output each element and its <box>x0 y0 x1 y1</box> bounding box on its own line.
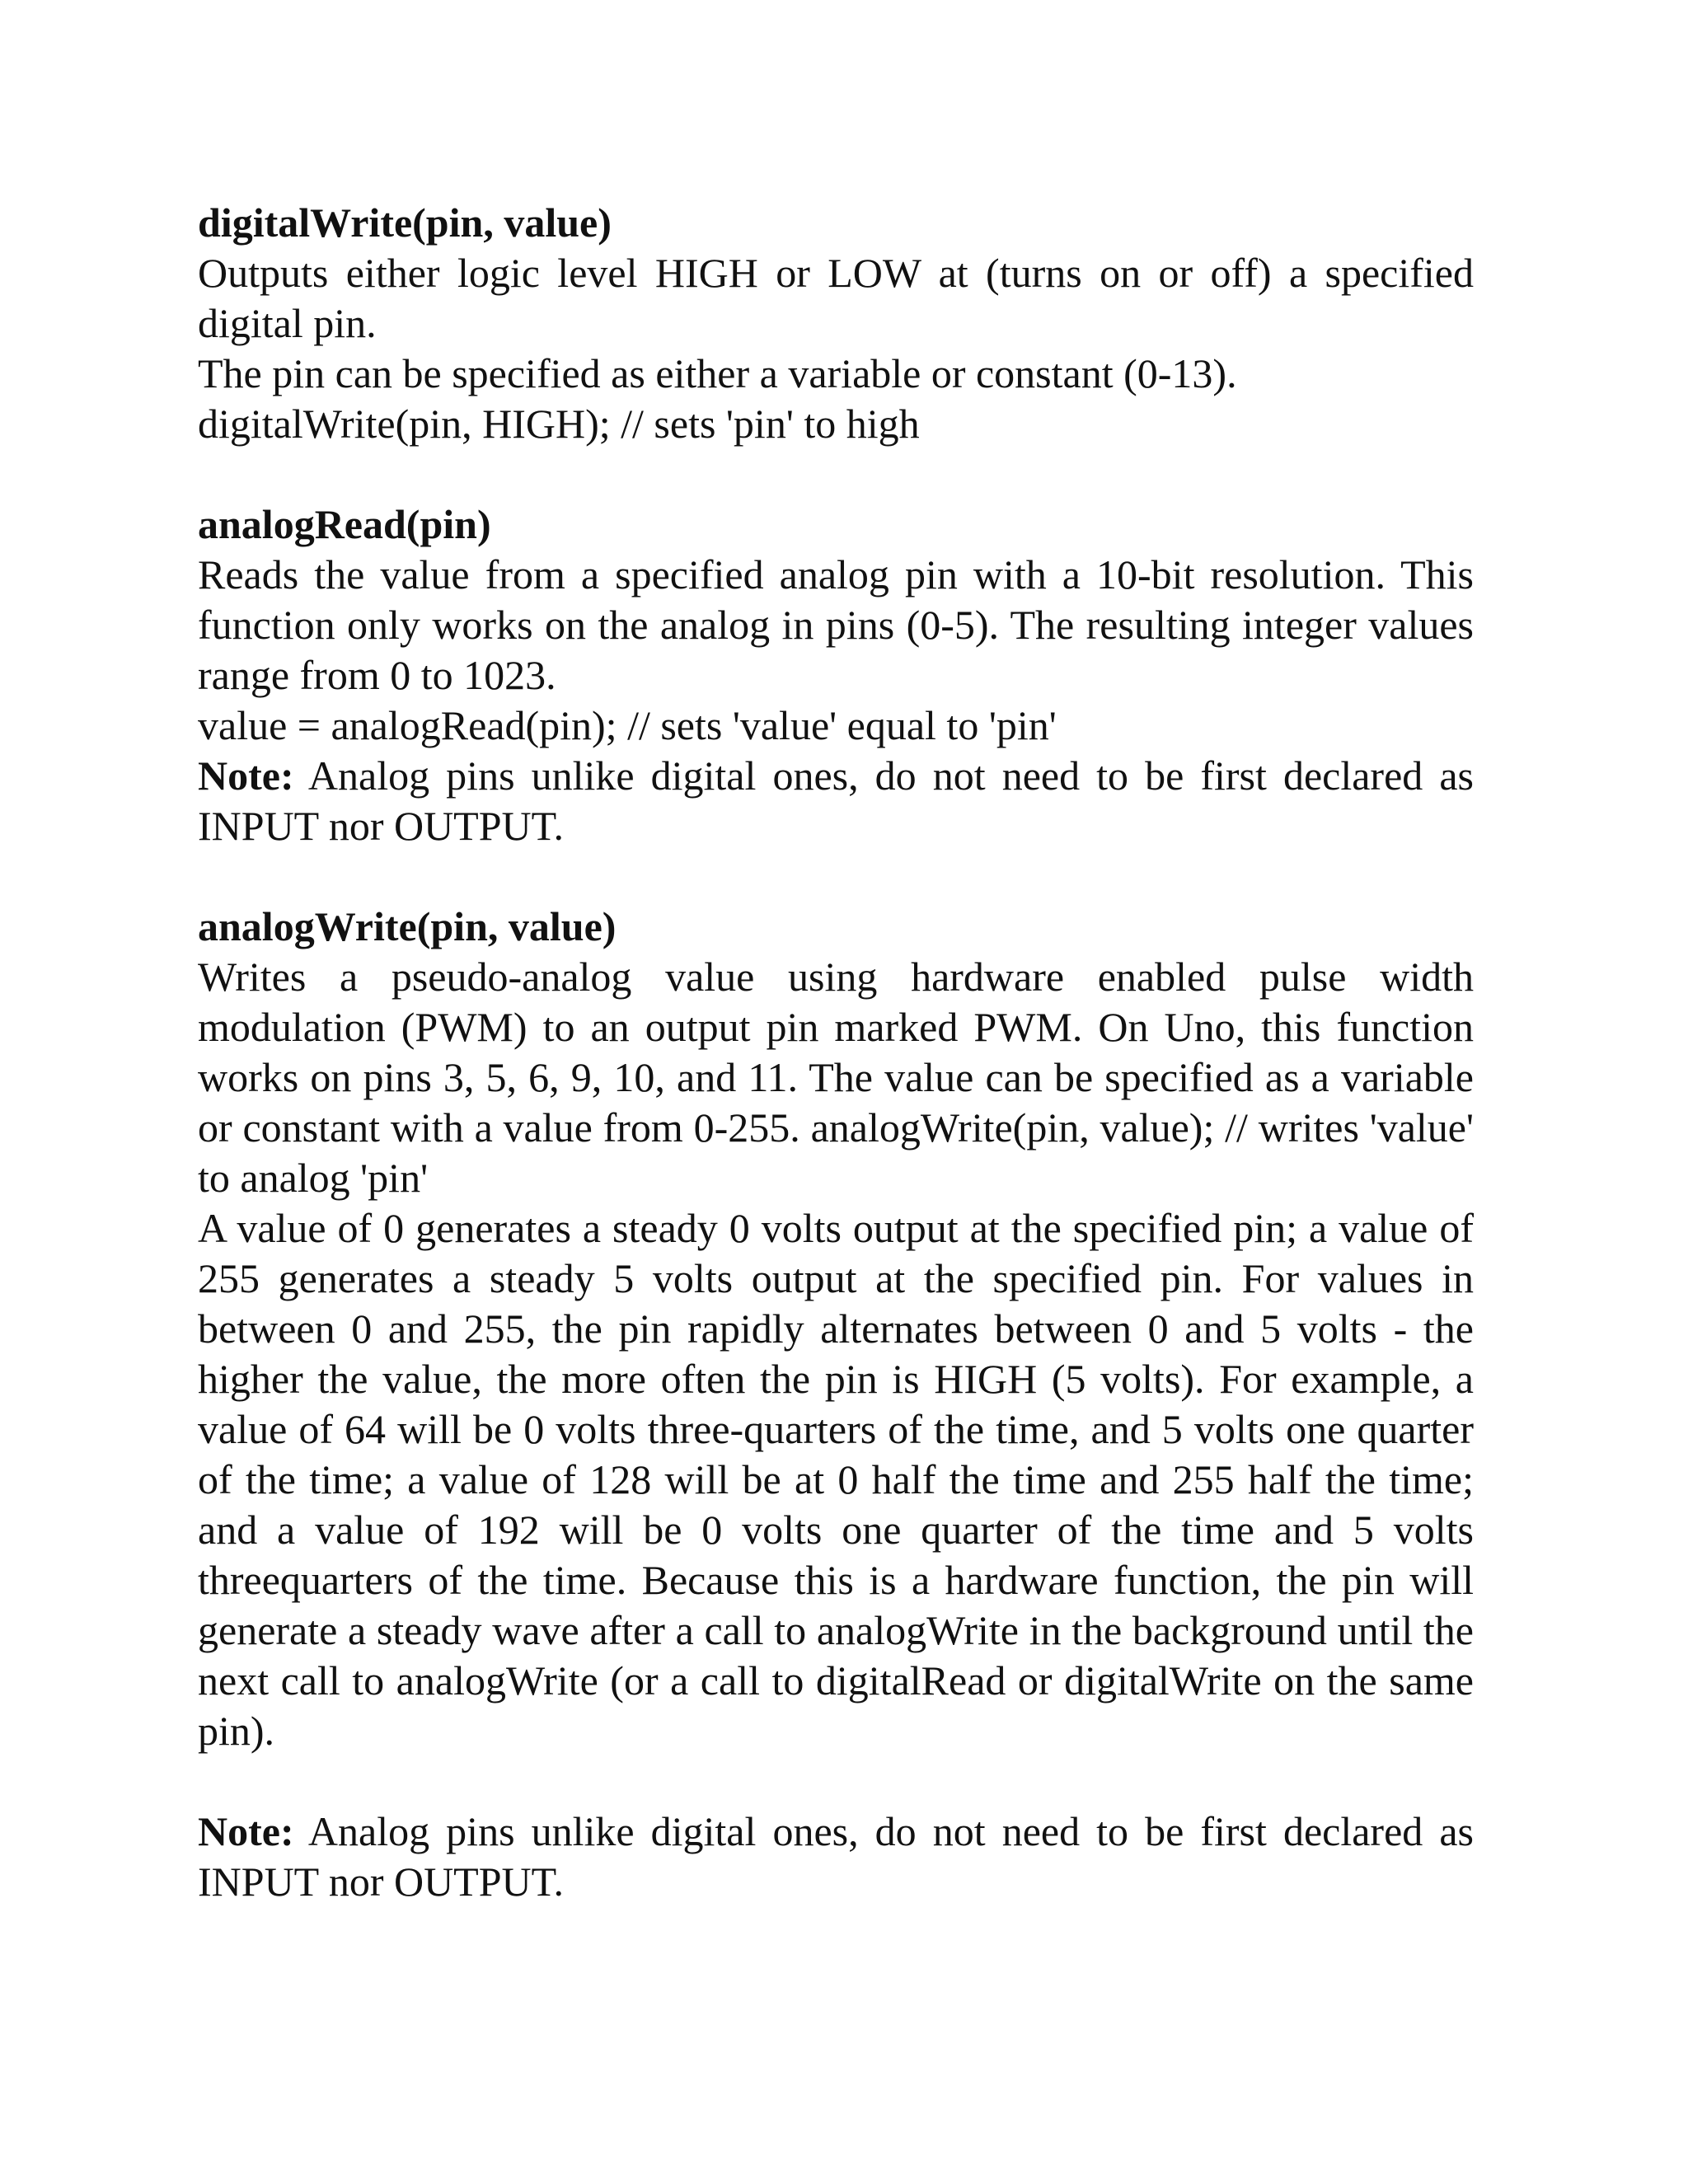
note-text: Analog pins unlike digital ones, do not need to be first declared as INPUT nor OUTPUT. <box>198 1808 1474 1905</box>
note-paragraph <box>198 751 1474 851</box>
code-example: value = analogRead(pin); // sets 'value' equal to 'pin' <box>198 702 1057 748</box>
document-page <box>198 198 1474 1907</box>
section-description: Reads the value from a specified analog pin with a 10-bit resolution. This function only works on the analog in pins (0-5). The resulting integer values range from 0 to 1023. <box>198 551 1474 698</box>
section-description: Outputs either logic level HIGH or LOW at (turns on or off) a specified digital pin. <box>198 250 1474 346</box>
note-label: Note: <box>198 752 294 799</box>
code-example: digitalWrite(pin, HIGH); // sets 'pin' to high <box>198 401 920 447</box>
paragraph-gap <box>198 1756 1474 1807</box>
note-text: Analog pins unlike digital ones, do not need to be first declared as INPUT nor OUTPUT. <box>198 752 1474 849</box>
section-heading: analogRead(pin) <box>198 501 491 547</box>
section-heading: digitalWrite(pin, value) <box>198 199 612 246</box>
section-heading: analogWrite(pin, value) <box>198 903 617 949</box>
section-pin-note: The pin can be specified as either a variable or constant (0-13). <box>198 350 1237 396</box>
section-gap <box>198 851 1474 902</box>
note-label: Note: <box>198 1808 294 1854</box>
section-analog-read <box>198 499 1474 851</box>
section-analog-write <box>198 902 1474 1907</box>
section-description: Writes a pseudo-analog value using hardware enabled pulse width modulation (PWM) to an output pin marked PWM. On Uno, this function works on pins 3, 5, 6, 9, 10, and 11. The value can be specified as a variable or constant with a value from 0-255. analogWrite(pin, value); // writes 'value' to analog 'pin' <box>198 954 1474 1201</box>
section-gap <box>198 449 1474 499</box>
note-paragraph <box>198 1807 1474 1907</box>
section-digital-write <box>198 198 1474 449</box>
section-explanation: A value of 0 generates a steady 0 volts output at the specified pin; a value of 255 generates a steady 5 volts output at the specified pin. For values in between 0 and 255, the pin rapidly alternates between 0 and 5 volts - the higher the value, the more often the pin is HIGH (5 volts). For example, a value of 64 will be 0 volts three-quarters of the time, and 5 volts one quarter of the time; a value of 128 will be at 0 half the time and 255 half the time; and a value of 192 will be 0 volts one quarter of the time and 5 volts threequarters of the time. Because this is a hardware function, the pin will generate a steady wave after a call to analogWrite in the background until the next call to analogWrite (or a call to digitalRead or digitalWrite on the same pin). <box>198 1205 1474 1754</box>
